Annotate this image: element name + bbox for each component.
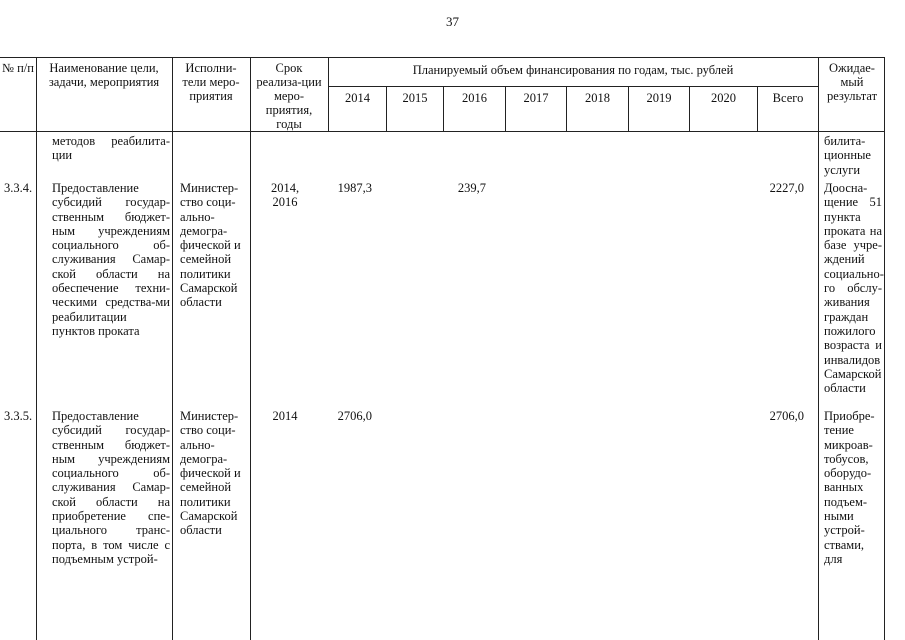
row-num: 3.3.5. xyxy=(4,409,33,423)
column-border xyxy=(250,57,251,640)
header-total: Всего xyxy=(772,91,804,105)
carryover-result: билита-ционные услуги xyxy=(824,134,871,177)
row-value-2014: 1987,3 xyxy=(337,181,372,195)
header-result: Ожидае-мый результат xyxy=(826,61,878,103)
row-value-total: 2706,0 xyxy=(769,409,804,423)
row-executor: Министер-ство соци-ально-демогра-фической и семейной политики Самарской области xyxy=(180,409,241,538)
header-year: 2017 xyxy=(523,91,549,105)
column-border xyxy=(818,57,819,640)
row-result: Приобре-тение микроав-тобусов, оборудо-ванных подъем-ными устрой-ствами, для xyxy=(824,409,875,566)
header-year: 2016 xyxy=(462,91,487,105)
column-border xyxy=(884,57,885,640)
row-name: Предоставление субсидий государ-ственным бюджет-ным учреждениям социального об-служивания Самар-ской области на приобретение спе-циального транс-порта, в том числе с подъемным устрой- xyxy=(52,409,170,566)
row-executor: Министер-ство соци-ально-демогра-фической и семейной политики Самарской области xyxy=(180,181,241,310)
header-year: 2018 xyxy=(585,91,610,105)
row-result: Доосна-щение 51 пункта проката на базе учре-ждений социально-го обслу-живания граждан пожилого возраста и инвалидов Самарской области xyxy=(824,181,884,396)
carryover-name: методов реабилита-ции xyxy=(52,134,170,163)
header-year: 2019 xyxy=(646,91,672,105)
header-name: Наименование цели, задачи, мероприятия xyxy=(48,61,160,89)
row-term: 2014, 2016 xyxy=(270,181,300,210)
header-term: Срок реализа-ции меро-приятия, годы xyxy=(256,61,322,131)
row-value-total: 2227,0 xyxy=(769,181,804,195)
row-term: 2014 xyxy=(272,409,298,423)
page-number: 37 xyxy=(446,14,459,29)
row-name: Предоставление субсидий государ-ственным бюджет-ным учреждениям социального об-служивания Самар-ской области на обеспечение техни-ческими средства-ми реабилитации пунктов проката xyxy=(52,181,170,338)
header-funding: Планируемый объем финансирования по годам, тыс. рублей xyxy=(412,63,734,77)
column-border xyxy=(36,57,37,640)
header-num: № п/п xyxy=(2,61,34,75)
row-value-2014: 2706,0 xyxy=(337,409,372,423)
column-border xyxy=(172,57,173,640)
header-year: 2020 xyxy=(711,91,736,105)
row-num: 3.3.4. xyxy=(4,181,33,195)
header-year: 2015 xyxy=(402,91,428,105)
header-executors: Исполни-тели меро-приятия xyxy=(182,61,240,103)
header-year: 2014 xyxy=(345,91,370,105)
years-header-divider xyxy=(328,86,818,87)
table-header-top-border xyxy=(0,57,885,58)
row-value-2016: 239,7 xyxy=(457,181,486,195)
